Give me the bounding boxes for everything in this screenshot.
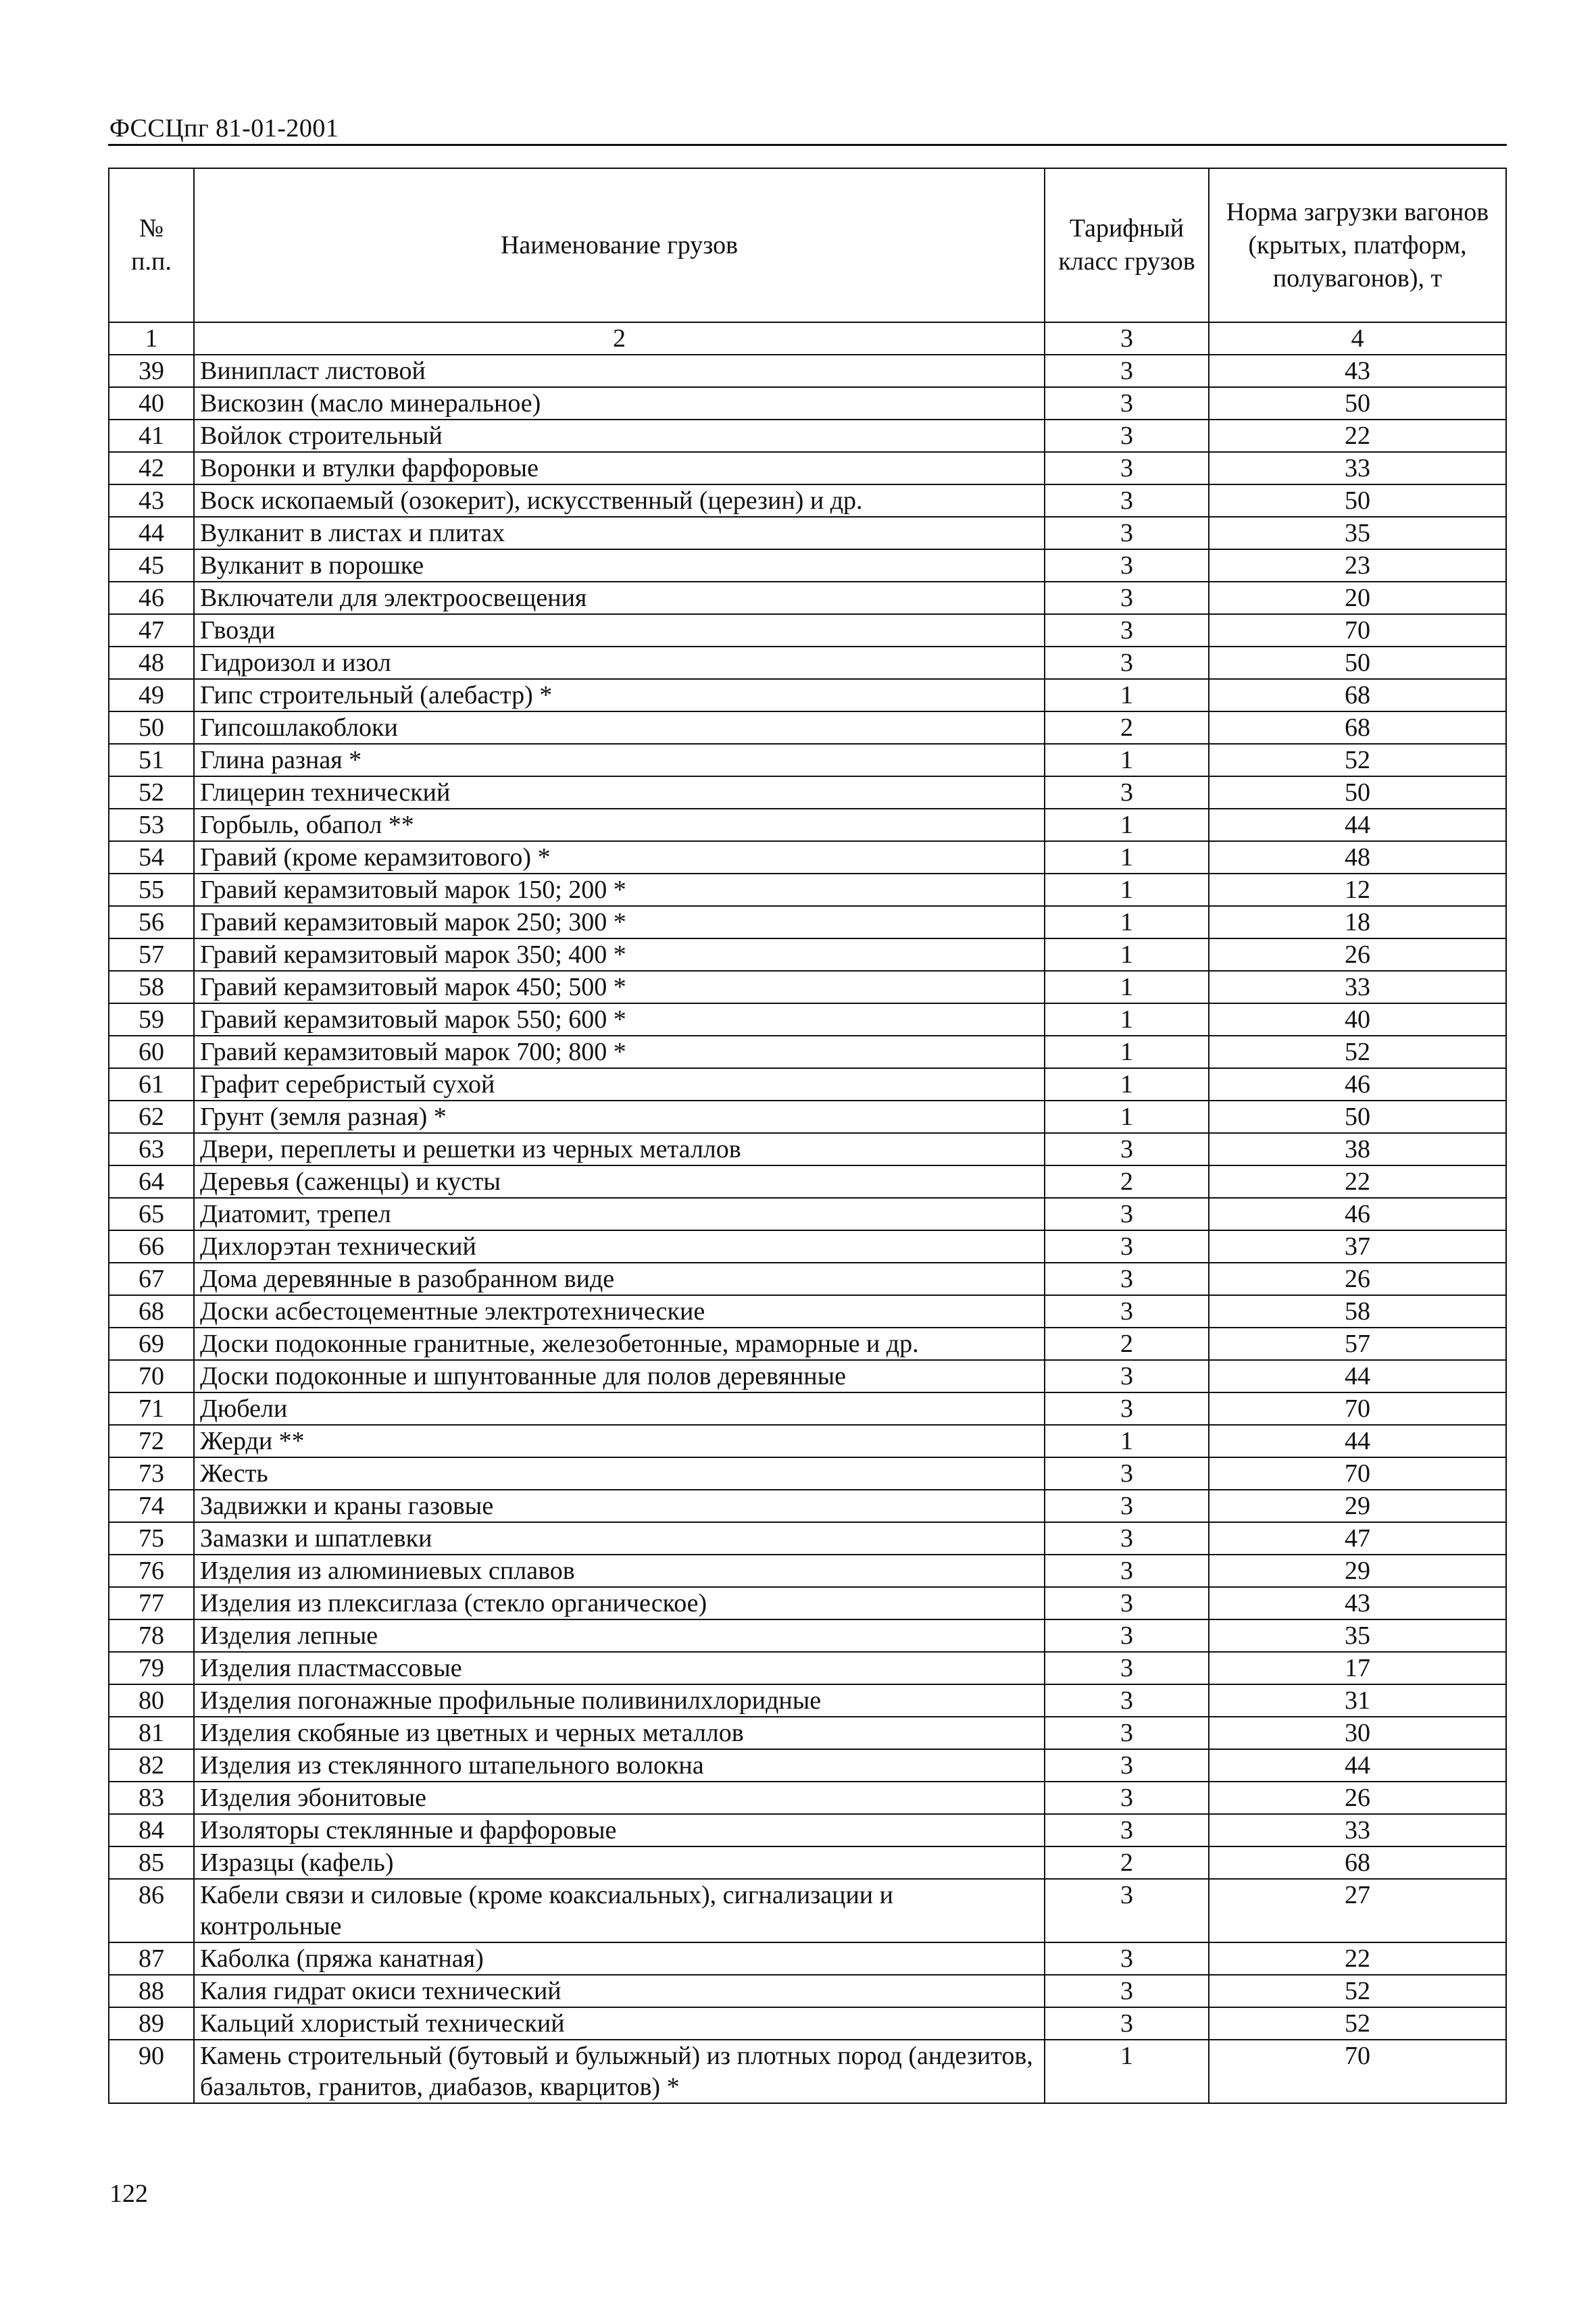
row-number-cell: 81 (109, 1717, 194, 1749)
load-norm-cell: 26 (1209, 1263, 1506, 1295)
load-norm-cell: 40 (1209, 1003, 1506, 1036)
load-norm-cell: 70 (1209, 1392, 1506, 1425)
cargo-name-cell: Жесть (194, 1457, 1045, 1490)
tariff-class-cell: 3 (1045, 549, 1209, 582)
cargo-name-cell: Войлок строительный (194, 420, 1045, 452)
row-number-cell: 62 (109, 1101, 194, 1133)
load-norm-cell: 68 (1209, 711, 1506, 744)
row-number-cell: 63 (109, 1133, 194, 1165)
cargo-name-cell: Гравий керамзитовый марок 450; 500 * (194, 971, 1045, 1003)
tariff-class-cell: 3 (1045, 1295, 1209, 1328)
load-norm-cell: 26 (1209, 938, 1506, 971)
cargo-name-cell: Гравий керамзитовый марок 550; 600 * (194, 1003, 1045, 1036)
cargo-name-cell: Винипласт листовой (194, 355, 1045, 387)
table-row (109, 387, 1506, 420)
row-number-cell: 85 (109, 1846, 194, 1879)
cargo-name-cell: Изделия лепные (194, 1619, 1045, 1652)
table-row (109, 1360, 1506, 1392)
row-number-cell: 54 (109, 841, 194, 874)
tariff-class-cell: 1 (1045, 1068, 1209, 1101)
tariff-class-cell: 3 (1045, 1522, 1209, 1555)
cargo-name-cell: Гипс строительный (алебастр) * (194, 679, 1045, 711)
tariff-class-cell: 3 (1045, 1717, 1209, 1749)
row-number-cell: 59 (109, 1003, 194, 1036)
cargo-name-cell: Калия гидрат окиси технический (194, 1975, 1045, 2007)
table-row (109, 517, 1506, 549)
cargo-name-cell: Гравий керамзитовый марок 250; 300 * (194, 906, 1045, 938)
load-norm-cell: 50 (1209, 776, 1506, 809)
load-norm-cell: 29 (1209, 1490, 1506, 1522)
load-norm-cell: 46 (1209, 1198, 1506, 1230)
row-number-cell: 88 (109, 1975, 194, 2007)
load-norm-cell: 47 (1209, 1522, 1506, 1555)
row-number-cell: 55 (109, 874, 194, 906)
cargo-name-cell: Изразцы (кафель) (194, 1846, 1045, 1879)
cargo-name-cell: Задвижки и краны газовые (194, 1490, 1045, 1522)
cargo-name-cell: Вискозин (масло минеральное) (194, 387, 1045, 420)
table-row (109, 776, 1506, 809)
table-row (109, 647, 1506, 679)
cargo-name-cell: Гидроизол и изол (194, 647, 1045, 679)
tariff-class-cell: 2 (1045, 1328, 1209, 1360)
table-row (109, 1198, 1506, 1230)
tariff-class-cell: 2 (1045, 1846, 1209, 1879)
table-row (109, 1003, 1506, 1036)
cargo-name-cell: Камень строительный (бутовый и булыжный) из плотных пород (андезитов, базальтов, гранитов, диабазов, кварцитов) * (194, 2040, 1045, 2103)
tariff-class-cell: 3 (1045, 355, 1209, 387)
table-row (109, 1652, 1506, 1684)
table-row (109, 938, 1506, 971)
tariff-class-cell: 1 (1045, 2040, 1209, 2103)
row-number-cell: 47 (109, 614, 194, 647)
cargo-name-cell: Гравий керамзитовый марок 150; 200 * (194, 874, 1045, 906)
table-row (109, 420, 1506, 452)
row-number-cell: 46 (109, 582, 194, 614)
table-row (109, 1490, 1506, 1522)
column-number: 3 (1045, 322, 1209, 355)
load-norm-cell: 35 (1209, 517, 1506, 549)
tariff-class-cell: 1 (1045, 1425, 1209, 1457)
table-row (109, 874, 1506, 906)
load-norm-cell: 44 (1209, 1749, 1506, 1782)
row-number-cell: 67 (109, 1263, 194, 1295)
load-norm-cell: 30 (1209, 1717, 1506, 1749)
load-norm-cell: 29 (1209, 1555, 1506, 1587)
col-header-norm: Норма загрузки вагонов (крытых, платформ, полувагонов), т (1209, 168, 1506, 322)
row-number-cell: 77 (109, 1587, 194, 1619)
table-row (109, 1522, 1506, 1555)
tariff-class-cell: 3 (1045, 1942, 1209, 1975)
header-rule (108, 144, 1507, 146)
table-row (109, 1749, 1506, 1782)
cargo-name-cell: Графит серебристый сухой (194, 1068, 1045, 1101)
row-number-cell: 84 (109, 1814, 194, 1846)
table-row (109, 1425, 1506, 1457)
table-row (109, 711, 1506, 744)
tariff-class-cell: 1 (1045, 809, 1209, 841)
load-norm-cell: 12 (1209, 874, 1506, 906)
cargo-name-cell: Доски подоконные и шпунтованные для полов деревянные (194, 1360, 1045, 1392)
cargo-name-cell: Гипсошлакоблоки (194, 711, 1045, 744)
table-row (109, 1036, 1506, 1068)
row-number-cell: 74 (109, 1490, 194, 1522)
cargo-name-cell: Воск ископаемый (озокерит), искусственный (церезин) и др. (194, 484, 1045, 517)
row-number-cell: 41 (109, 420, 194, 452)
cargo-name-cell: Глицерин технический (194, 776, 1045, 809)
tariff-class-cell: 1 (1045, 938, 1209, 971)
tariff-class-cell: 3 (1045, 2007, 1209, 2040)
load-norm-cell: 68 (1209, 679, 1506, 711)
cargo-name-cell: Диатомит, трепел (194, 1198, 1045, 1230)
cargo-table (108, 168, 1507, 2104)
load-norm-cell: 35 (1209, 1619, 1506, 1652)
row-number-cell: 70 (109, 1360, 194, 1392)
row-number-cell: 57 (109, 938, 194, 971)
page-number: 122 (109, 2180, 148, 2208)
cargo-name-cell: Изделия погонажные профильные поливинилхлоридные (194, 1684, 1045, 1717)
tariff-class-cell: 3 (1045, 1975, 1209, 2007)
tariff-class-cell: 1 (1045, 841, 1209, 874)
table-row (109, 1457, 1506, 1490)
table-row (109, 1717, 1506, 1749)
load-norm-cell: 22 (1209, 1942, 1506, 1975)
load-norm-cell: 43 (1209, 1587, 1506, 1619)
column-number-row (109, 322, 1506, 355)
tariff-class-cell: 3 (1045, 1198, 1209, 1230)
table-row (109, 2040, 1506, 2103)
table-row (109, 809, 1506, 841)
cargo-name-cell: Изоляторы стеклянные и фарфоровые (194, 1814, 1045, 1846)
row-number-cell: 60 (109, 1036, 194, 1068)
row-number-cell: 40 (109, 387, 194, 420)
row-number-cell: 78 (109, 1619, 194, 1652)
load-norm-cell: 26 (1209, 1782, 1506, 1814)
cargo-name-cell: Вулканит в порошке (194, 549, 1045, 582)
cargo-name-cell: Гравий керамзитовый марок 350; 400 * (194, 938, 1045, 971)
row-number-cell: 52 (109, 776, 194, 809)
load-norm-cell: 52 (1209, 2007, 1506, 2040)
load-norm-cell: 33 (1209, 971, 1506, 1003)
cargo-name-cell: Двери, переплеты и решетки из черных металлов (194, 1133, 1045, 1165)
table-row (109, 744, 1506, 776)
load-norm-cell: 22 (1209, 1165, 1506, 1198)
table-row (109, 1328, 1506, 1360)
tariff-class-cell: 3 (1045, 1263, 1209, 1295)
cargo-name-cell: Замазки и шпатлевки (194, 1522, 1045, 1555)
cargo-name-cell: Грунт (земля разная) * (194, 1101, 1045, 1133)
table-body (109, 322, 1506, 2103)
row-number-cell: 75 (109, 1522, 194, 1555)
tariff-class-cell: 3 (1045, 1587, 1209, 1619)
row-number-cell: 49 (109, 679, 194, 711)
table-row (109, 549, 1506, 582)
load-norm-cell: 58 (1209, 1295, 1506, 1328)
tariff-class-cell: 3 (1045, 1360, 1209, 1392)
load-norm-cell: 18 (1209, 906, 1506, 938)
load-norm-cell: 50 (1209, 647, 1506, 679)
load-norm-cell: 43 (1209, 355, 1506, 387)
row-number-cell: 61 (109, 1068, 194, 1101)
table-row (109, 1942, 1506, 1975)
tariff-class-cell: 3 (1045, 1133, 1209, 1165)
table-row (109, 1230, 1506, 1263)
tariff-class-cell: 1 (1045, 1101, 1209, 1133)
row-number-cell: 48 (109, 647, 194, 679)
cargo-name-cell: Деревья (саженцы) и кусты (194, 1165, 1045, 1198)
tariff-class-cell: 1 (1045, 874, 1209, 906)
row-number-cell: 58 (109, 971, 194, 1003)
load-norm-cell: 20 (1209, 582, 1506, 614)
tariff-class-cell: 3 (1045, 1555, 1209, 1587)
load-norm-cell: 52 (1209, 744, 1506, 776)
tariff-class-cell: 3 (1045, 1490, 1209, 1522)
cargo-name-cell: Дихлорэтан технический (194, 1230, 1045, 1263)
table-row (109, 582, 1506, 614)
tariff-class-cell: 3 (1045, 647, 1209, 679)
row-number-cell: 45 (109, 549, 194, 582)
load-norm-cell: 50 (1209, 1101, 1506, 1133)
tariff-class-cell: 3 (1045, 517, 1209, 549)
document-header: ФССЦпг 81-01-2001 (109, 114, 339, 143)
tariff-class-cell: 3 (1045, 1392, 1209, 1425)
tariff-class-cell: 3 (1045, 1652, 1209, 1684)
row-number-cell: 79 (109, 1652, 194, 1684)
cargo-name-cell: Горбыль, обапол ** (194, 809, 1045, 841)
table-row (109, 1133, 1506, 1165)
col-header-class: Тарифный класс грузов (1045, 168, 1209, 322)
row-number-cell: 86 (109, 1879, 194, 1942)
cargo-name-cell: Гвозди (194, 614, 1045, 647)
row-number-cell: 42 (109, 452, 194, 484)
load-norm-cell: 68 (1209, 1846, 1506, 1879)
cargo-name-cell: Вулканит в листах и плитах (194, 517, 1045, 549)
cargo-name-cell: Включатели для электроосвещения (194, 582, 1045, 614)
load-norm-cell: 44 (1209, 1425, 1506, 1457)
table-row (109, 2007, 1506, 2040)
table-row (109, 484, 1506, 517)
load-norm-cell: 70 (1209, 614, 1506, 647)
row-number-cell: 64 (109, 1165, 194, 1198)
tariff-class-cell: 1 (1045, 1003, 1209, 1036)
table-row (109, 679, 1506, 711)
tariff-class-cell: 1 (1045, 744, 1209, 776)
table-row (109, 906, 1506, 938)
cargo-name-cell: Изделия эбонитовые (194, 1782, 1045, 1814)
load-norm-cell: 50 (1209, 484, 1506, 517)
load-norm-cell: 48 (1209, 841, 1506, 874)
table-row (109, 1555, 1506, 1587)
load-norm-cell: 38 (1209, 1133, 1506, 1165)
load-norm-cell: 44 (1209, 1360, 1506, 1392)
column-number: 2 (194, 322, 1045, 355)
row-number-cell: 39 (109, 355, 194, 387)
cargo-name-cell: Изделия скобяные из цветных и черных металлов (194, 1717, 1045, 1749)
cargo-name-cell: Изделия из стеклянного штапельного волокна (194, 1749, 1045, 1782)
table-row (109, 1879, 1506, 1942)
tariff-class-cell: 3 (1045, 1814, 1209, 1846)
table-row (109, 1392, 1506, 1425)
cargo-name-cell: Дюбели (194, 1392, 1045, 1425)
table-row (109, 1814, 1506, 1846)
column-number: 4 (1209, 322, 1506, 355)
load-norm-cell: 52 (1209, 1036, 1506, 1068)
row-number-cell: 71 (109, 1392, 194, 1425)
row-number-cell: 83 (109, 1782, 194, 1814)
table-row (109, 1068, 1506, 1101)
table-row (109, 1846, 1506, 1879)
cargo-name-cell: Изделия из алюминиевых сплавов (194, 1555, 1045, 1587)
table-row (109, 1101, 1506, 1133)
row-number-cell: 69 (109, 1328, 194, 1360)
load-norm-cell: 31 (1209, 1684, 1506, 1717)
row-number-cell: 73 (109, 1457, 194, 1490)
tariff-class-cell: 3 (1045, 1749, 1209, 1782)
tariff-class-cell: 1 (1045, 1036, 1209, 1068)
table-header-row (109, 168, 1506, 322)
tariff-class-cell: 1 (1045, 679, 1209, 711)
row-number-cell: 66 (109, 1230, 194, 1263)
row-number-cell: 82 (109, 1749, 194, 1782)
table-row (109, 1263, 1506, 1295)
row-number-cell: 90 (109, 2040, 194, 2103)
tariff-class-cell: 3 (1045, 1879, 1209, 1942)
tariff-class-cell: 3 (1045, 1619, 1209, 1652)
load-norm-cell: 70 (1209, 1457, 1506, 1490)
tariff-class-cell: 3 (1045, 1684, 1209, 1717)
cargo-name-cell: Гравий (кроме керамзитового) * (194, 841, 1045, 874)
table-row (109, 1684, 1506, 1717)
tariff-class-cell: 2 (1045, 711, 1209, 744)
cargo-name-cell: Каболка (пряжа канатная) (194, 1942, 1045, 1975)
load-norm-cell: 27 (1209, 1879, 1506, 1942)
cargo-name-cell: Кальций хлористый технический (194, 2007, 1045, 2040)
load-norm-cell: 44 (1209, 809, 1506, 841)
load-norm-cell: 17 (1209, 1652, 1506, 1684)
table-row (109, 971, 1506, 1003)
tariff-class-cell: 3 (1045, 614, 1209, 647)
load-norm-cell: 22 (1209, 420, 1506, 452)
load-norm-cell: 46 (1209, 1068, 1506, 1101)
tariff-class-cell: 3 (1045, 1782, 1209, 1814)
cargo-name-cell: Кабели связи и силовые (кроме коаксиальных), сигнализации и контрольные (194, 1879, 1045, 1942)
table-row (109, 841, 1506, 874)
table-row (109, 1165, 1506, 1198)
table-row (109, 1295, 1506, 1328)
tariff-class-cell: 3 (1045, 387, 1209, 420)
tariff-class-cell: 3 (1045, 776, 1209, 809)
row-number-cell: 72 (109, 1425, 194, 1457)
tariff-class-cell: 2 (1045, 1165, 1209, 1198)
cargo-name-cell: Доски подоконные гранитные, железобетонные, мраморные и др. (194, 1328, 1045, 1360)
load-norm-cell: 37 (1209, 1230, 1506, 1263)
row-number-cell: 56 (109, 906, 194, 938)
cargo-name-cell: Доски асбестоцементные электротехнические (194, 1295, 1045, 1328)
row-number-cell: 51 (109, 744, 194, 776)
cargo-name-cell: Жерди ** (194, 1425, 1045, 1457)
load-norm-cell: 50 (1209, 387, 1506, 420)
row-number-cell: 87 (109, 1942, 194, 1975)
load-norm-cell: 23 (1209, 549, 1506, 582)
tariff-class-cell: 3 (1045, 1457, 1209, 1490)
tariff-class-cell: 1 (1045, 971, 1209, 1003)
tariff-class-cell: 3 (1045, 420, 1209, 452)
cargo-name-cell: Гравий керамзитовый марок 700; 800 * (194, 1036, 1045, 1068)
cargo-name-cell: Глина разная * (194, 744, 1045, 776)
cargo-name-cell: Изделия пластмассовые (194, 1652, 1045, 1684)
load-norm-cell: 70 (1209, 2040, 1506, 2103)
table-row (109, 1619, 1506, 1652)
table-row (109, 452, 1506, 484)
tariff-class-cell: 3 (1045, 582, 1209, 614)
cargo-name-cell: Воронки и втулки фарфоровые (194, 452, 1045, 484)
row-number-cell: 80 (109, 1684, 194, 1717)
load-norm-cell: 33 (1209, 1814, 1506, 1846)
row-number-cell: 89 (109, 2007, 194, 2040)
row-number-cell: 44 (109, 517, 194, 549)
cargo-name-cell: Изделия из плексиглаза (стекло органическое) (194, 1587, 1045, 1619)
tariff-class-cell: 3 (1045, 452, 1209, 484)
col-header-name: Наименование грузов (194, 168, 1045, 322)
tariff-class-cell: 3 (1045, 484, 1209, 517)
load-norm-cell: 57 (1209, 1328, 1506, 1360)
table-row (109, 1975, 1506, 2007)
cargo-name-cell: Дома деревянные в разобранном виде (194, 1263, 1045, 1295)
table-row (109, 1587, 1506, 1619)
row-number-cell: 68 (109, 1295, 194, 1328)
tariff-class-cell: 3 (1045, 1230, 1209, 1263)
column-number: 1 (109, 322, 194, 355)
row-number-cell: 43 (109, 484, 194, 517)
row-number-cell: 50 (109, 711, 194, 744)
table-row (109, 355, 1506, 387)
tariff-class-cell: 1 (1045, 906, 1209, 938)
col-header-num: № п.п. (109, 168, 194, 322)
row-number-cell: 53 (109, 809, 194, 841)
load-norm-cell: 33 (1209, 452, 1506, 484)
row-number-cell: 76 (109, 1555, 194, 1587)
table-row (109, 614, 1506, 647)
load-norm-cell: 52 (1209, 1975, 1506, 2007)
table-row (109, 1782, 1506, 1814)
row-number-cell: 65 (109, 1198, 194, 1230)
